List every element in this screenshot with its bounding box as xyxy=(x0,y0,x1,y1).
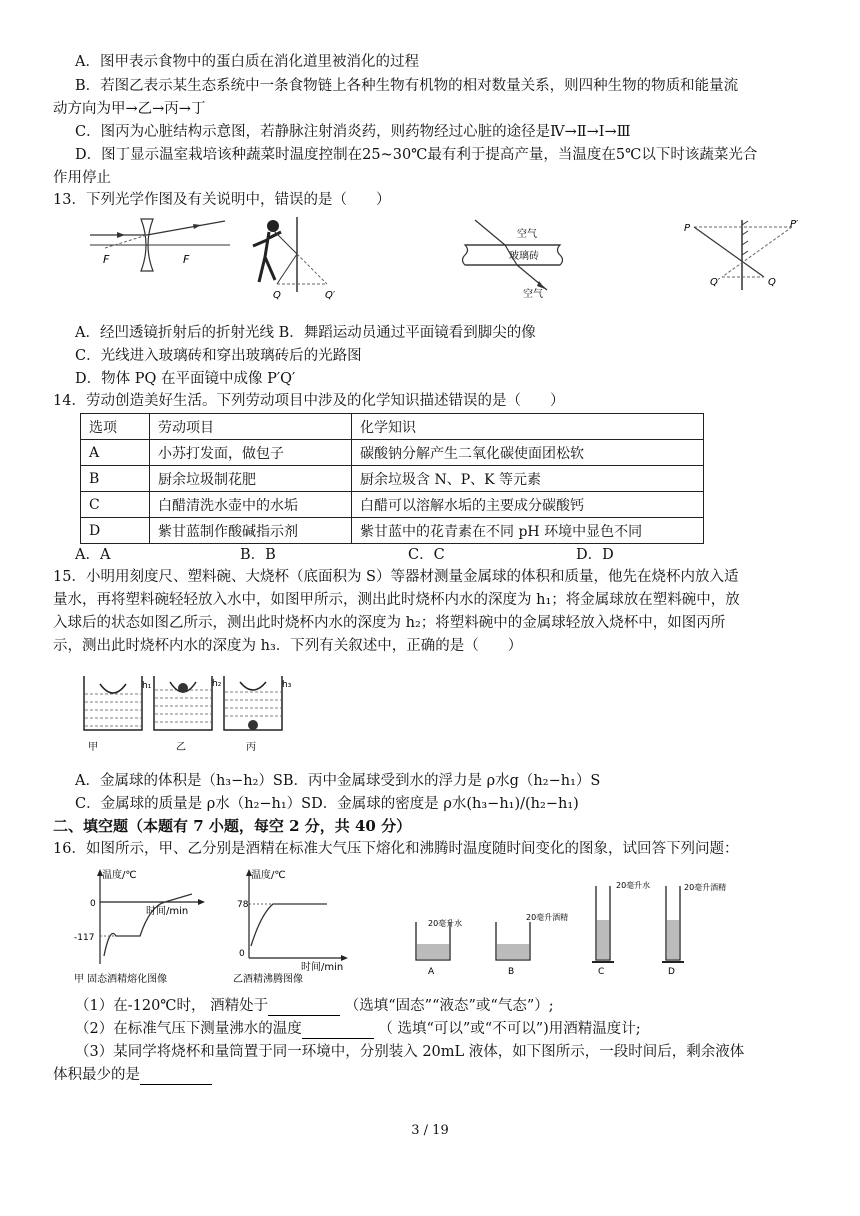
labor-chemistry-table xyxy=(80,413,704,544)
q16-sub2-suffix: （ 选填“可以”或“不可以”)用酒精温度计; xyxy=(378,1021,641,1037)
glass-label: 玻璃砖 xyxy=(509,251,539,262)
q16-sub1-suffix: （选填“固态”“液态”或“气态”）; xyxy=(344,998,554,1014)
container-b-letter: B xyxy=(508,967,515,977)
table-cell: 厨余垃圾制花肥 xyxy=(150,466,352,492)
point-q-prime-label: Q′ xyxy=(325,290,336,301)
container-c-letter: C xyxy=(598,967,605,977)
q15-line-2: 量水，再将塑料碗轻轻放入水中，如图甲所示，测出此时烧杯内水的深度为 h₁；将金属球放在塑料碗中，放 xyxy=(53,592,740,608)
liquid-containers-diagram xyxy=(410,880,740,980)
table-row xyxy=(81,440,704,466)
table-cell: 白醋可以溶解水垢的主要成分碳酸钙 xyxy=(352,492,704,518)
table-cell: 白醋清洗水壶中的水垢 xyxy=(150,492,352,518)
concave-lens-diagram xyxy=(85,215,235,275)
point-q-prime-label-d: Q′ xyxy=(710,277,721,288)
header-option: 选项 xyxy=(81,414,150,440)
yi-tick-0: 0 xyxy=(239,949,245,959)
table-cell: 紫甘蓝中的花青素在不同 pH 环境中显色不同 xyxy=(352,518,704,544)
header-labor-project: 劳动项目 xyxy=(150,414,352,440)
table-cell: B xyxy=(81,466,150,492)
focus-f-right-label: F xyxy=(183,253,190,266)
page-number: 3 / 19 xyxy=(411,1123,449,1138)
q13-option-c: C．光线进入玻璃砖和穿出玻璃砖后的光路图 xyxy=(75,348,362,364)
plane-mirror-pq-diagram xyxy=(680,215,805,295)
jia-caption: 甲 固态酒精熔化图像 xyxy=(74,974,168,985)
q12-option-d-cont: 作用停止 xyxy=(53,170,111,186)
table-cell: D xyxy=(81,518,150,544)
q14-stem: 14．劳动创造美好生活。下列劳动项目中涉及的化学知识描述错误的是（ ） xyxy=(53,393,565,409)
ethanol-melting-graph xyxy=(70,866,210,986)
fig-bing-label: 丙 xyxy=(246,742,256,753)
table-row xyxy=(81,492,704,518)
section-2-heading: 二、填空题（本题有 7 小题，每空 2 分，共 40 分） xyxy=(53,817,412,835)
q16-sub1-prefix: （1）在-120℃时， 酒精处于 xyxy=(75,998,269,1014)
q16-sub2 xyxy=(75,1019,641,1039)
q15-options-a-b: A．金属球的体积是（h₃−h₂）SB．丙中金属球受到水的浮力是 ρ水g（h₂−h₁）S xyxy=(75,773,601,789)
air-bottom-label: 空气 xyxy=(523,289,543,300)
q13-stem: 13．下列光学作图及有关说明中，错误的是（ ） xyxy=(53,192,391,208)
jia-xlabel: 时间/min xyxy=(146,906,189,917)
q12-option-a: A．图甲表示食物中的蛋白质在消化道里被消化的过程 xyxy=(75,54,419,70)
point-q-label: Q xyxy=(273,290,281,301)
q16-sub3-line-2 xyxy=(53,1065,212,1085)
q15-line-4: 示，测出此时烧杯内水的深度为 h₃．下列有关叙述中，正确的是（ ） xyxy=(53,638,523,654)
ethanol-boiling-graph xyxy=(225,866,355,986)
q15-options-c-d: C．金属球的质量是 ρ水（h₂−h₁）SD．金属球的密度是 ρ水(h₃−h₁)/(h₂−h₁) xyxy=(75,796,579,812)
beaker-bowl-diagram xyxy=(78,672,298,757)
table-cell: 厨余垃圾含 N、P、K 等元素 xyxy=(352,466,704,492)
jia-tick-0: 0 xyxy=(90,899,96,909)
container-b-label: 20毫升酒精 xyxy=(526,913,569,922)
table-row xyxy=(81,518,704,544)
container-d-letter: D xyxy=(668,967,675,977)
answer-blank-1[interactable] xyxy=(268,999,340,1016)
q12-option-d: D．图丁显示温室栽培该种蔬菜时温度控制在25~30℃最有利于提高产量，当温度在5℃以下时该蔬菜光合 xyxy=(75,147,758,163)
focus-f-left-label: F xyxy=(103,253,110,266)
yi-ylabel: 温度/℃ xyxy=(251,870,286,881)
yi-tick-78: 78 xyxy=(237,900,249,910)
q14-option-b: B．B xyxy=(240,547,276,563)
q14-option-d: D．D xyxy=(576,547,614,563)
yi-caption: 乙酒精沸腾图像 xyxy=(233,974,303,985)
table-cell: 小苏打发面，做包子 xyxy=(150,440,352,466)
glass-block-diagram xyxy=(455,215,570,305)
answer-blank-2[interactable] xyxy=(302,1022,374,1039)
container-d-label: 20毫升酒精 xyxy=(684,883,727,892)
answer-blank-3[interactable] xyxy=(140,1068,212,1085)
q13-options-a-b: A．经凹透镜折射后的折射光线 B．舞蹈运动员通过平面镜看到脚尖的像 xyxy=(75,325,536,341)
point-p-prime-label: P′ xyxy=(790,219,799,230)
q16-sub2-prefix: （2）在标准气压下测量沸水的温度 xyxy=(75,1021,302,1037)
table-cell: C xyxy=(81,492,150,518)
q15-line-3: 入球后的状态如图乙所示，测出此时烧杯内水的深度为 h₂；将塑料碗中的金属球轻放入烧杯中，如图丙所 xyxy=(53,615,726,631)
header-chem-knowledge: 化学知识 xyxy=(352,414,704,440)
q16-sub3-line-1: （3）某同学将烧杯和量筒置于同一环境中，分别装入 20mL 液体，如下图所示，一段时间后，剩余液体 xyxy=(75,1044,745,1060)
q14-option-a: A．A xyxy=(75,547,111,563)
h2-label: h₂ xyxy=(212,679,222,689)
q16-sub3-prefix: 体积最少的是 xyxy=(53,1067,140,1083)
q12-option-b: B．若图乙表示某生态系统中一条食物链上各种生物有机物的相对数量关系，则四种生物的物质和能量流 xyxy=(75,78,739,94)
q14-option-c: C．C xyxy=(408,547,445,563)
q12-option-c: C．图丙为心脏结构示意图，若静脉注射消炎药，则药物经过心脏的途径是Ⅳ→Ⅱ→Ⅰ→Ⅲ xyxy=(75,124,631,140)
container-c-label: 20毫升水 xyxy=(616,881,651,890)
fig-jia-label: 甲 xyxy=(88,742,98,753)
h3-label: h₃ xyxy=(282,680,292,690)
q16-sub1 xyxy=(75,996,554,1016)
q16-stem: 16．如图所示，甲、乙分别是酒精在标准大气压下熔化和沸腾时温度随时间变化的图象，试回答下列问题： xyxy=(53,841,739,857)
fig-yi-label: 乙 xyxy=(176,742,186,753)
container-a-letter: A xyxy=(428,967,435,977)
q13-option-d: D．物体 PQ 在平面镜中成像 P′Q′ xyxy=(75,371,296,387)
dancer-mirror-diagram xyxy=(245,212,345,302)
jia-ylabel: 温度/℃ xyxy=(102,870,137,881)
container-a-label: 20毫升水 xyxy=(428,919,463,928)
air-top-label: 空气 xyxy=(517,229,537,240)
table-cell: 碳酸钠分解产生二氧化碳使面团松软 xyxy=(352,440,704,466)
point-q-label-d: Q xyxy=(768,277,776,288)
point-p-label: P xyxy=(684,223,691,234)
q12-option-b-cont: 动方向为甲→乙→丙→丁 xyxy=(53,101,206,117)
table-cell: A xyxy=(81,440,150,466)
h1-label: h₁ xyxy=(142,681,152,691)
jia-tick-neg117: -117 xyxy=(74,933,95,943)
table-cell: 紫甘蓝制作酸碱指示剂 xyxy=(150,518,352,544)
q15-line-1: 15．小明用刻度尺、塑料碗、大烧杯（底面积为 S）等器材测量金属球的体积和质量，他先在烧杯内放入适 xyxy=(53,569,739,585)
table-row xyxy=(81,466,704,492)
table-header-row xyxy=(81,414,704,440)
yi-xlabel: 时间/min xyxy=(301,962,344,973)
